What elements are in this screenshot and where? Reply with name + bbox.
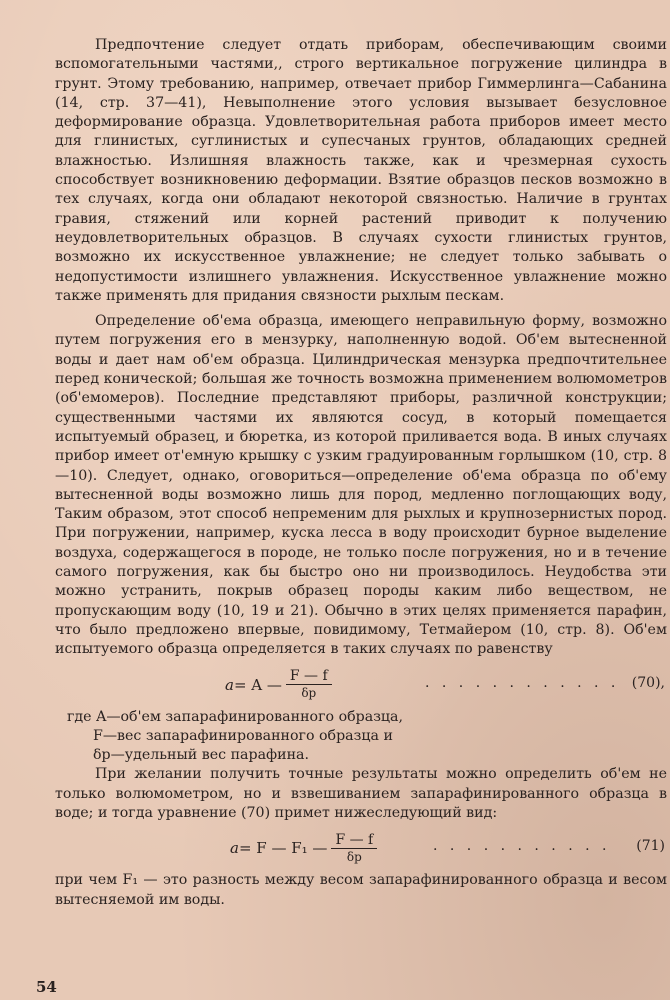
paragraph-2: Определение об'ема образца, имеющего неправильную форму, возможно путем погружения его в мензурку, наполненную водой. Об'ем вытесненной воды и дает нам об'ем образца. Цилиндрическая мензурка предпочтительнее перед конической; большая же точность возможна применением волюмометров (об'емомеров). Последние представляют приборы, различной конструкции; существенными частями их являются сосуд, в который помещается испытуемый образец, и бюретка, из которой приливается вода. В иных случаях прибор имеет от'емную крышку с узким градуированным горлышком (10, стр. 8—10). Следует, однако, оговориться—определение об'ема образца по об'ему вытесненной воды возможно лишь для пород, медленно поглощающих воду, Таким образом, этот способ непременим для рыхлых и крупнозернистых пород. При погружении, например, куска лесса в воду происходит бурное выделение воздуха, содержащегося в породе, не только после погружения, но и в течение самого погружения, как бы быстро оно ни производилось. Неудобства эти можно устранить, покрыв образец породы каким либо веществом, не пропускающим воду (10, 19 и 21). Обычно в этих целях применяется парафин, что было предложено впервые, повидимому, Тетмайером (10, стр. 8). Об'ем испытуемого образца определяется в таких случаях по равенству xyxy=(55,313,667,658)
paragraph-3: При желании получить точные результаты можно определить об'ем не только волюмометром, но и взвешиванием запарафинированного образца в воде; и тогда уравнение (70) примет нижеследующий вид: xyxy=(55,766,667,821)
formula-70 xyxy=(55,664,667,706)
paragraph-4: при чем F₁ — это разность между весом запарафинированного образца и весом вытесняемой им воды. xyxy=(55,872,667,908)
formula-70-numerator: F — f xyxy=(286,668,332,685)
formula-71-denominator: δp xyxy=(346,849,362,864)
formula-70-lhs: a xyxy=(225,675,234,694)
formula-71-number: (71) xyxy=(636,838,665,855)
page-number: 54 xyxy=(36,978,57,996)
formula-70-dots: . . . . . . . . . . . . xyxy=(425,674,620,691)
formula-71 xyxy=(55,827,667,869)
page-body xyxy=(55,36,667,910)
formula-70-number: (70), xyxy=(631,674,665,691)
formula-70-fraction xyxy=(286,668,332,701)
formula-71-middle: = F — F₁ — xyxy=(238,839,328,858)
legend-line-3: δp—удельный вес парафина. xyxy=(93,747,310,764)
formula-71-numerator: F — f xyxy=(331,832,377,849)
formula-70-denominator: δp xyxy=(301,686,317,700)
formula-70-middle: = A — xyxy=(233,675,282,694)
formula-71-lhs: a xyxy=(230,839,239,858)
formula-71-fraction xyxy=(331,832,377,865)
legend-line-2: F—вес запарафинированного образца и xyxy=(93,727,393,744)
paragraph-1: Предпочтение следует отдать приборам, обеспечивающим своими вспомогательными частями,, строго вертикальное погружение цилиндра в грунт. Этому требованию, например, отвечает прибор Гиммерлинга—Сабанина (14, стр. 37—41), Невыполнение этого условия вызывает безусловное деформирование образца. Удовлетворительная работа приборов имеет место для глинистых, суглинистых и супесчаных грунтов, обладающих средней влажностью. Излишняя влажность также, как и чрезмерная сухость способствует возникновению деформации. Взятие образцов песков возможно в тех случаях, когда они обладают некоторой связностью. Наличие в грунтах гравия, стяжений или корней растений приводит к получению неудовлетворительных образцов. В случаях сухости глинистых грунтов, возможно их искусственное увлажнение; не следует только забывать о недопустимости излишнего увлажнения. Искусственное увлажнение можно также применять для придания связности рыхлым пескам. xyxy=(55,37,667,304)
formula-legend xyxy=(55,708,667,766)
legend-line-1: где A—об'ем запарафинированного образца, xyxy=(67,708,404,725)
formula-71-dots: . . . . . . . . . . . xyxy=(433,838,611,855)
